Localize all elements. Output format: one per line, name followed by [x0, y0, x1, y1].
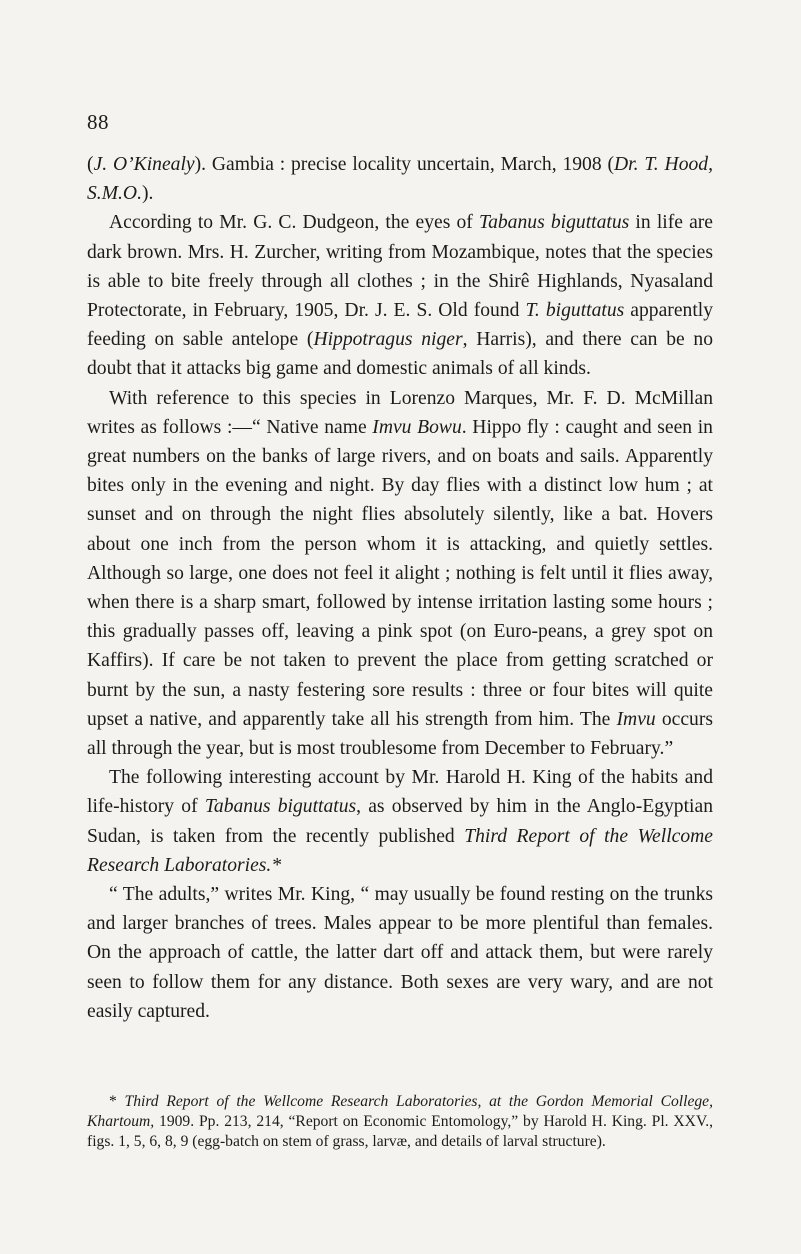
species-name: Hippotragus niger	[313, 329, 463, 351]
paragraph-king-quote: “ The adults,” writes Mr. King, “ may usually be found resting on the trunks and larger branches of trees. Males appear to be more plentiful than females. On the approach of cattle, the latter dart off and attack them, but were rarely seen to follow them for any distance. Both sexes are very wary, and are not easily captured.	[87, 884, 713, 1022]
page-number: 88	[87, 110, 109, 134]
species-name: Tabanus biguttatus	[478, 212, 630, 234]
native-name: Imvu	[616, 708, 656, 730]
body-text	[87, 150, 713, 1026]
species-name: T. biguttatus	[525, 300, 625, 322]
footnote-report-title: Third Report of the Wellcome Research Laboratories, at the Gordon Memorial College, Khartoum,	[87, 1093, 713, 1131]
native-name: Imvu Bowu	[372, 416, 462, 438]
paragraph-locality: (J. O’Kinealy). Gambia : precise locality uncertain, March, 1908 (Dr. T. Hood, S.M.O.).	[87, 154, 713, 205]
paragraph-mcmillan: With reference to this species in Lorenzo Marques, Mr. F. D. McMillan writes as follows :—“ Native name Imvu Bowu. Hippo fly : caught and seen in great numbers on the banks of large rivers, and on boats and sails. Apparently bites only in the evening and night. By day flies with a distinct low hum ; at sunset and on through the night flies absolutely silently, like a bat. Hovers about one inch from the person whom it is attacking, and quietly settles. Although so large, one does not feel it alight ; nothing is felt until it flies away, when there is a sharp smart, followed by intense irritation lasting some hours ; this gradually passes off, leaving a pink spot (on Euro-peans, a grey spot on Kaffirs). If care be not taken to prevent the place from getting scratched or burnt by the sun, a nasty festering sore results : three or four bites will quite upset a native, and apparently take all his strength from him. The Imvu occurs all through the year, but is most troublesome from December to February.”	[87, 387, 714, 760]
collector-name: Dr. T. Hood, S.M.O.	[87, 154, 713, 205]
report-title: Third Report of the Wellcome Research Laboratories.*	[87, 825, 713, 876]
species-name: Tabanus biguttatus	[204, 796, 357, 818]
footnote-text: * Third Report of the Wellcome Research Laboratories, at the Gordon Memorial College, Khartoum, 1909. Pp. 213, 214, “Report on Economic Entomology,” by Harold H. King. Pl. XXV., figs. 1, 5, 6, 8, 9 (egg-batch on stem of grass, larvæ, and details of larval structure).	[87, 1093, 713, 1151]
paragraph-king-intro: The following interesting account by Mr. Harold H. King of the habits and life-history of Tabanus biguttatus, as observed by him in the Anglo-Egyptian Sudan, is taken from the recently published Third Report of the Wellcome Research Laboratories.*	[87, 767, 713, 876]
collector-name: J. O’Kinealy	[93, 154, 195, 175]
footnote	[87, 1092, 713, 1153]
paragraph-dudgeon: According to Mr. G. C. Dudgeon, the eyes of Tabanus biguttatus in life are dark brown. Mrs. H. Zurcher, writing from Mozambique, notes that the species is able to bite freely through all clothes ; in the Shirê Highlands, Nyasaland Protectorate, in February, 1905, Dr. J. E. S. Old found T. biguttatus apparently feeding on sable antelope (Hippotragus niger, Harris), and there can be no doubt that it attacks big game and domestic animals of all kinds.	[87, 212, 714, 380]
